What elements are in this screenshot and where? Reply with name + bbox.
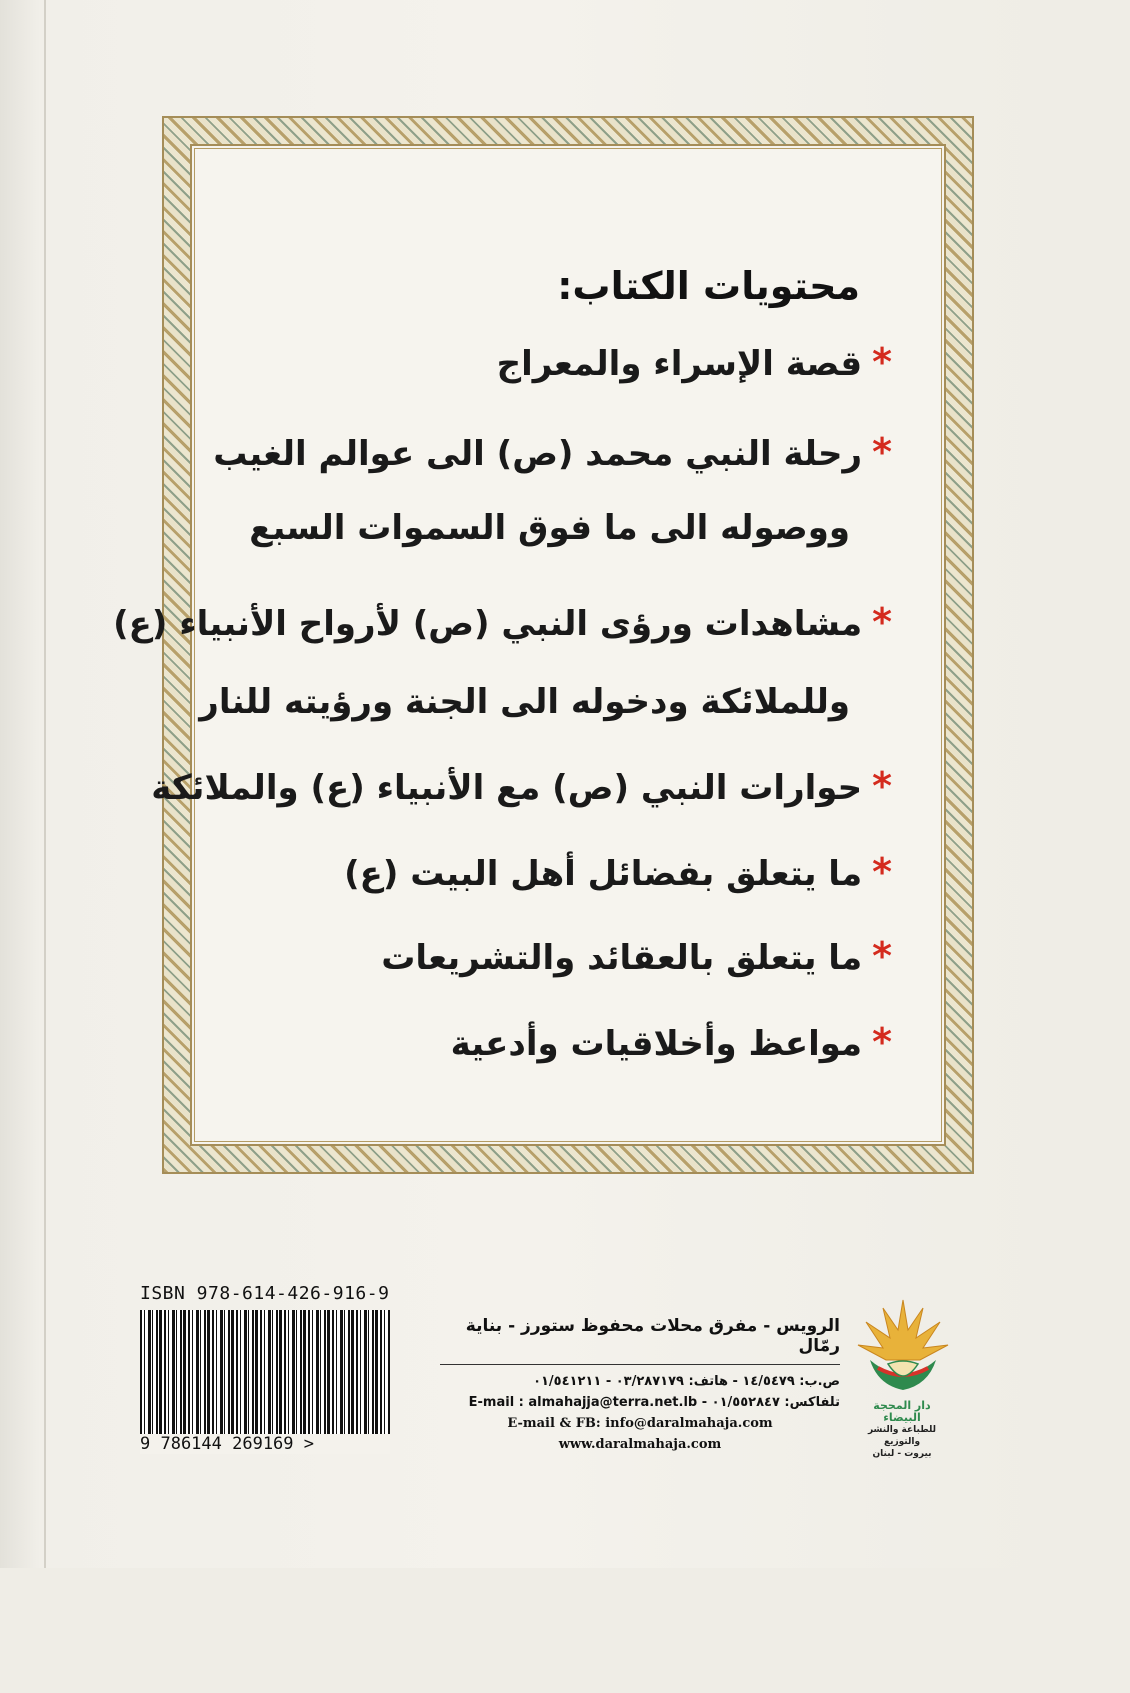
isbn-barcode-block bbox=[140, 1283, 410, 1454]
logo-city: بيروت - لبنان bbox=[872, 1449, 932, 1459]
publisher-website: www.daralmahaja.com bbox=[558, 1437, 722, 1452]
contents-item-text: قصة الإسراء والمعراج bbox=[496, 344, 863, 384]
contents-item-text: وللملائكة ودخوله الى الجنة ورؤيته للنار bbox=[199, 682, 850, 722]
contents-item-text: مواعظ وأخلاقيات وأدعية bbox=[450, 1024, 863, 1064]
star-bullet-icon: * bbox=[872, 934, 892, 978]
barcode-icon bbox=[140, 1310, 390, 1440]
logo-name: دار المحجة البيضاء bbox=[873, 1399, 931, 1424]
ornamental-frame bbox=[113, 118, 972, 1172]
contents-item-text: ووصوله الى ما فوق السموات السبع bbox=[249, 508, 850, 548]
contents-item-text: ما يتعلق بالعقائد والتشريعات bbox=[381, 938, 863, 978]
spine-edge bbox=[44, 0, 46, 1568]
contents-item bbox=[113, 600, 892, 644]
publisher-address: الرويس - مفرق محلات محفوظ ستورز - بناية رمّال bbox=[440, 1316, 840, 1365]
publisher-logo-text bbox=[854, 1400, 950, 1460]
contents-panel bbox=[113, 170, 920, 1120]
star-bullet-icon: * bbox=[872, 764, 892, 808]
publisher-info bbox=[440, 1316, 840, 1455]
contents-item-text: ما يتعلق بفضائل أهل البيت (ع) bbox=[344, 854, 863, 894]
contents-item bbox=[232, 1020, 892, 1064]
contents-item-continuation bbox=[190, 508, 850, 548]
contents-item-text: رحلة النبي محمد (ص) الى عوالم الغيب bbox=[213, 434, 863, 474]
publisher-email-fb: E-mail & FB: info@daralmahaja.com bbox=[507, 1416, 773, 1431]
contents-item-continuation bbox=[190, 682, 850, 722]
barcode-digits: 9 786144 269169 > bbox=[140, 1434, 390, 1454]
logo-subtitle: للطباعة والنشر والتوزيع bbox=[867, 1425, 937, 1447]
star-bullet-icon: * bbox=[872, 1020, 892, 1064]
contents-item bbox=[232, 934, 892, 978]
contents-item bbox=[232, 340, 892, 384]
star-bullet-icon: * bbox=[872, 430, 892, 474]
contents-item bbox=[151, 764, 892, 808]
star-bullet-icon: * bbox=[872, 850, 892, 894]
contents-item-text: مشاهدات ورؤى النبي (ص) لأرواح الأنبياء (ع) bbox=[113, 604, 863, 644]
contents-heading: محتويات الكتاب: bbox=[557, 264, 860, 308]
contents-item bbox=[213, 430, 892, 474]
publisher-phone: ص.ب: ١٤/٥٤٧٩ - هاتف: ٠٣/٢٨٧١٧٩ - ٠١/٥٤١٢١١ bbox=[533, 1374, 840, 1389]
star-bullet-icon: * bbox=[872, 600, 892, 644]
isbn-label: ISBN 978-614-426-916-9 bbox=[140, 1283, 390, 1304]
contents-item-text: حوارات النبي (ص) مع الأنبياء (ع) والملائكة bbox=[151, 768, 863, 808]
star-bullet-icon: * bbox=[872, 340, 892, 384]
publisher-fax: تلفاكس: ٠١/٥٥٢٨٤٧ - E-mail : almahajja@terra.net.lb bbox=[468, 1395, 840, 1410]
contents-item bbox=[232, 850, 892, 894]
